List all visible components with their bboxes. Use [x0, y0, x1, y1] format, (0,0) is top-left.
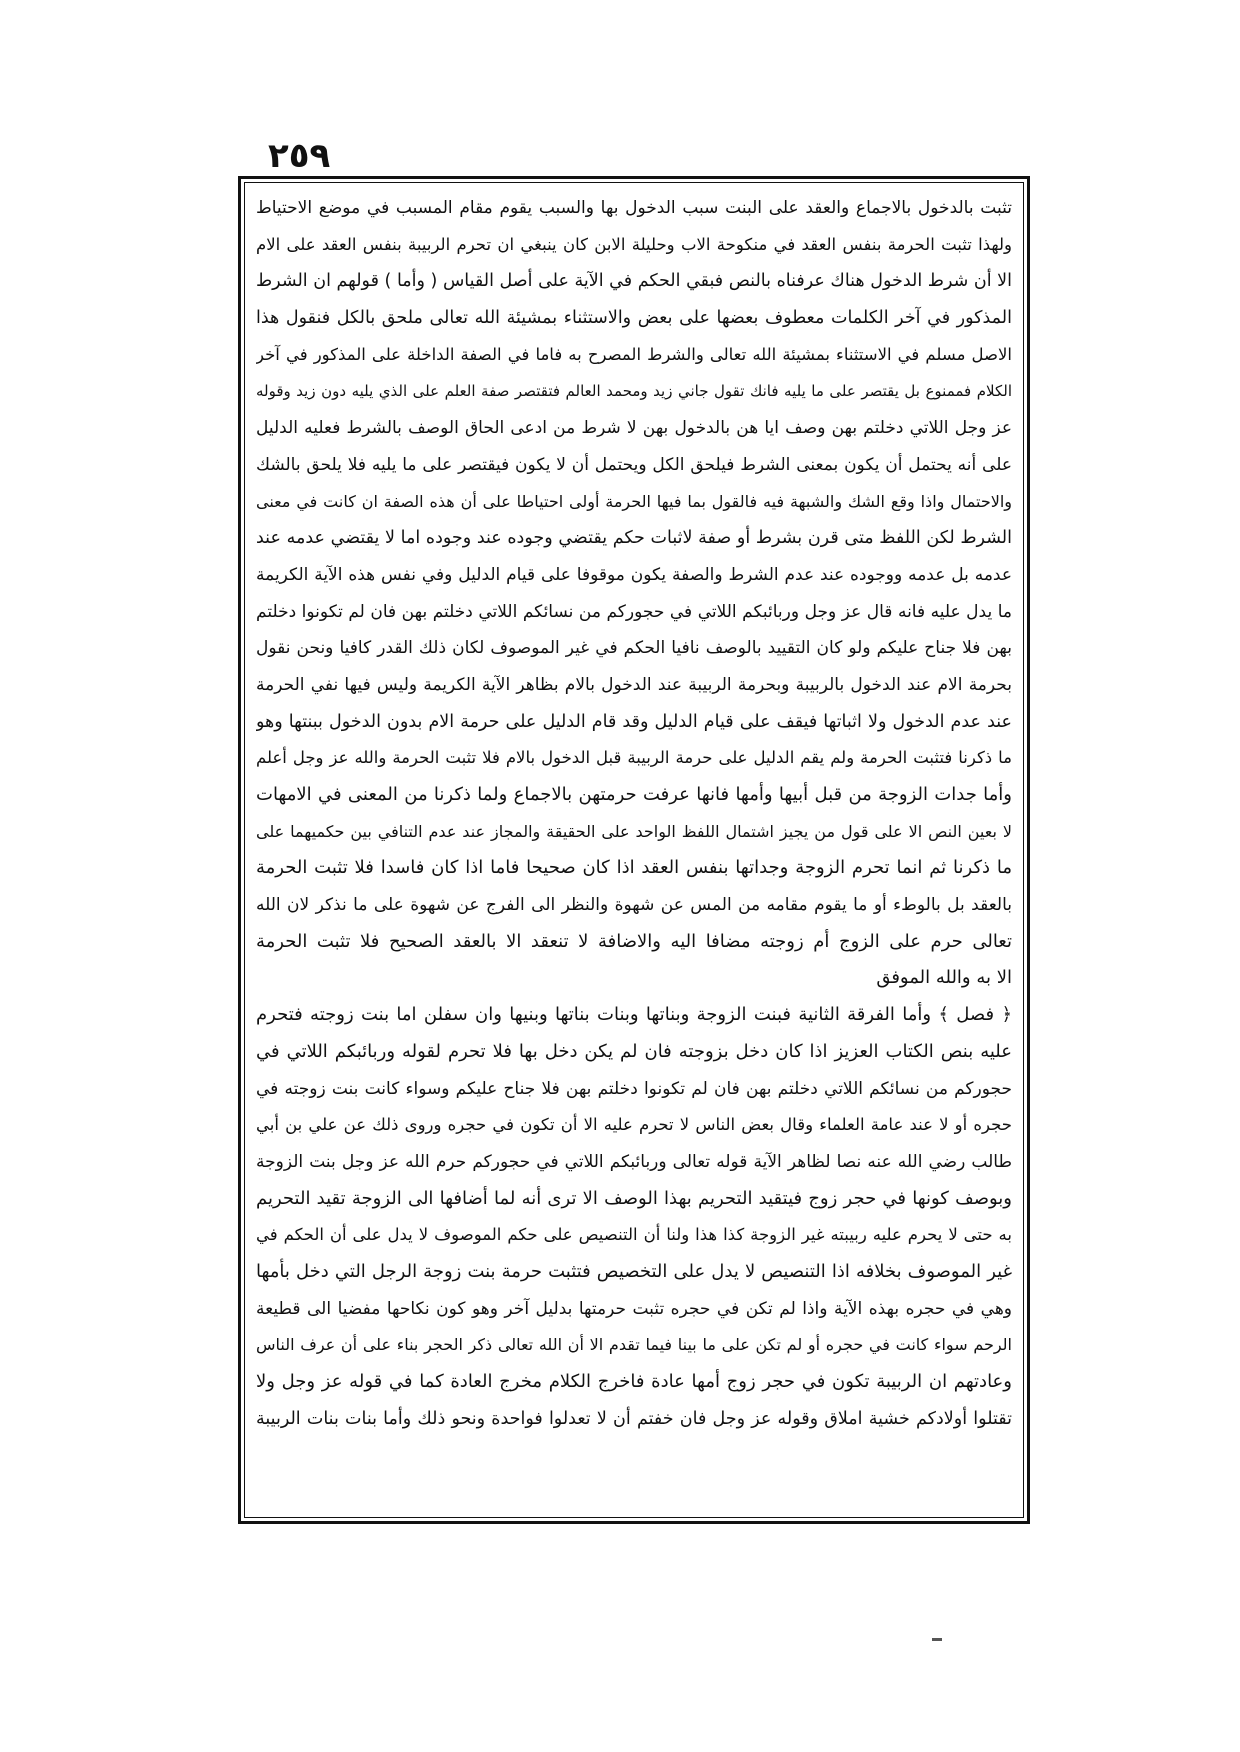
scan-mark [932, 1638, 942, 1641]
text-line: عدمه بل عدمه ووجوده عند عدم الشرط والصفة يكون موقوفا على قيام الدليل وفي نفس هذه الآية الكريمة [256, 564, 1012, 585]
text-line: بحرمة الام عند الدخول بالربيبة وبحرمة الربيبة عند الدخول بالام بظاهر الآية الكريمة وليس فيها نفي الحرمة [256, 674, 1012, 695]
text-line: والاحتمال واذا وقع الشك والشبهة فيه فالقول بما فيها الحرمة أولى احتياطا على أن هذه الصفة ان كانت في معنى [256, 491, 1012, 511]
text-line: طالب رضي الله عنه نصا لظاهر الآية قوله تعالى وربائبكم اللاتي في حجوركم حرم الله عز وجل بنت الزوجة [256, 1151, 1012, 1172]
text-line: ولهذا تثبت الحرمة بنفس العقد في منكوحة الاب وحليلة الابن كان ينبغي ان تحرم الربيبة بنفس العقد على الام [256, 234, 1012, 254]
text-line: به حتى لا يحرم عليه ربيبته غير الزوجة كذا هذا ولنا أن التنصيص على حكم الموصوف لا يدل على أن الحكم في [256, 1225, 1012, 1245]
text-line: بالعقد بل بالوطء أو ما يقوم مقامه من المس عن شهوة والنظر الى الفرج عن شهوة على ما نذكر لان الله [256, 895, 1012, 916]
text-line: وبوصف كونها في حجر زوج فيتقيد التحريم بهذا الوصف الا ترى أنه لما أضافها الى الزوجة تقيد التحريم [256, 1187, 1012, 1209]
text-line: الا أن شرط الدخول هناك عرفناه بالنص فبقي الحكم في الآية على أصل القياس ( وأما ) قولهم ان الشرط [256, 271, 1012, 292]
text-line: عليه بنص الكتاب العزيز اذا كان دخل بزوجته فان لم يكن دخل بها فلا تحرم لقوله وربائبكم اللاتي في [256, 1040, 1012, 1062]
text-line: وأما جدات الزوجة من قبل أبيها وأمها فانها عرفت حرمتهن بالاجماع ولما ذكرنا من المعنى في الامهات [256, 784, 1012, 805]
text-line: الشرط لكن اللفظ متى قرن بشرط أو صفة لاثبات حكم يقتضي وجوده عند وجوده اما لا يقتضي عدمه عند [256, 528, 1012, 549]
text-line: على أنه يحتمل أن يكون بمعنى الشرط فيلحق الكل ويحتمل أن لا يكون فيقتصر على ما يليه فلا يلحق بالشك [256, 454, 1012, 475]
text-line: عز وجل اللاتي دخلتم بهن وصف ايا هن بالدخول بهن لا شرط من ادعى الحاق الوصف بالشرط فعليه الدليل [256, 418, 1012, 439]
text-line: الكلام فممنوع بل يقتصر على ما يليه فانك تقول جاني زيد ومحمد العالم فتقتصر صفة العلم على الذي يليه دون زيد وقوله [256, 382, 1012, 401]
text-line: تقتلوا أولادكم خشية املاق وقوله عز وجل فان خفتم أن لا تعدلوا فواحدة ونحو ذلك وأما بنات بنات الربيبة [256, 1408, 1012, 1429]
text-line: بهن فلا جناح عليكم ولو كان التقييد بالوصف نافيا الحكم في غير الموصوف لكان ذلك القدر كافيا ونحن نقول [256, 638, 1012, 659]
text-line: تعالى حرم على الزوج أم زوجته مضافا اليه والاضافة لا تنعقد الا بالعقد الصحيح فلا تثبت الحرمة [256, 930, 1012, 952]
text-line: عند عدم الدخول ولا اثباتها فيقف على قيام الدليل وقد قام الدليل على حرمة الام بدون الدخول ببنتها وهو [256, 711, 1012, 732]
text-line: الاصل مسلم في الاستثناء بمشيئة الله تعالى والشرط المصرح به فاما في الصفة الداخلة على المذكور في آخر [256, 344, 1012, 364]
main-text-block [256, 190, 1012, 1512]
text-line: وهي في حجره بهذه الآية واذا لم تكن في حجره تثبت حرمتها بدليل آخر وهو كون نكاحها مفضيا الى قطيعة [256, 1298, 1012, 1319]
text-line: ما يدل عليه فانه قال عز وجل وربائبكم اللاتي في حجوركم من نسائكم اللاتي دخلتم بهن فان لم تكونوا دخلتم [256, 601, 1012, 622]
text-line: ما ذكرنا ثم انما تحرم الزوجة وجداتها بنفس العقد اذا كان صحيحا فاما اذا كان فاسدا فلا تثبت الحرمة [256, 857, 1012, 879]
text-line: ﴿ فصل ﴾ وأما الفرقة الثانية فبنت الزوجة وبناتها وبنات بناتها وبنيها وان سفلن اما بنت زوجته فتحرم [256, 1004, 1012, 1026]
text-line: غير الموصوف بخلافه اذا التنصيص لا يدل على التخصيص فتثبت حرمة بنت زوجة الرجل التي دخل بأمها [256, 1260, 1012, 1282]
text-line: ما ذكرنا فتثبت الحرمة ولم يقم الدليل على حرمة الربيبة قبل الدخول بالام فلا تثبت الحرمة والله عز وجل أعلم [256, 748, 1012, 768]
text-line: المذكور في آخر الكلمات معطوف بعضها على بعض والاستثناء بمشيئة الله تعالى ملحق بالكل فنقول هذا [256, 308, 1012, 329]
page-number: ٢٥٩ [268, 136, 331, 176]
text-line: حجوركم من نسائكم اللاتي دخلتم بهن فان لم تكونوا دخلتم بهن فلا جناح عليكم وسواء كانت بنت زوجته في [256, 1078, 1012, 1099]
text-line: تثبت بالدخول بالاجماع والعقد على البنت سبب الدخول بها والسبب يقوم مقام المسبب في موضع الاحتياط [256, 198, 1012, 218]
text-line: الرحم سواء كانت في حجره أو لم تكن على ما بينا فيما تقدم الا أن الله تعالى ذكر الحجر بناء على أن عرف الناس [256, 1335, 1012, 1355]
text-line: الا به والله الموفق [876, 967, 1012, 989]
text-line: لا بعين النص الا على قول من يجيز اشتمال اللفظ الواحد على الحقيقة والمجاز عند عدم التنافي بين حكميهما على [256, 821, 1012, 841]
text-line: وعادتهم ان الربيبة تكون في حجر زوج أمها عادة فاخرج الكلام مخرج العادة كما في قوله عز وجل ولا [256, 1371, 1012, 1392]
text-line: حجره أو لا عند عامة العلماء وقال بعض الناس لا تحرم عليه الا أن تكون في حجره وروى ذلك عن علي بن أبي [256, 1115, 1012, 1135]
